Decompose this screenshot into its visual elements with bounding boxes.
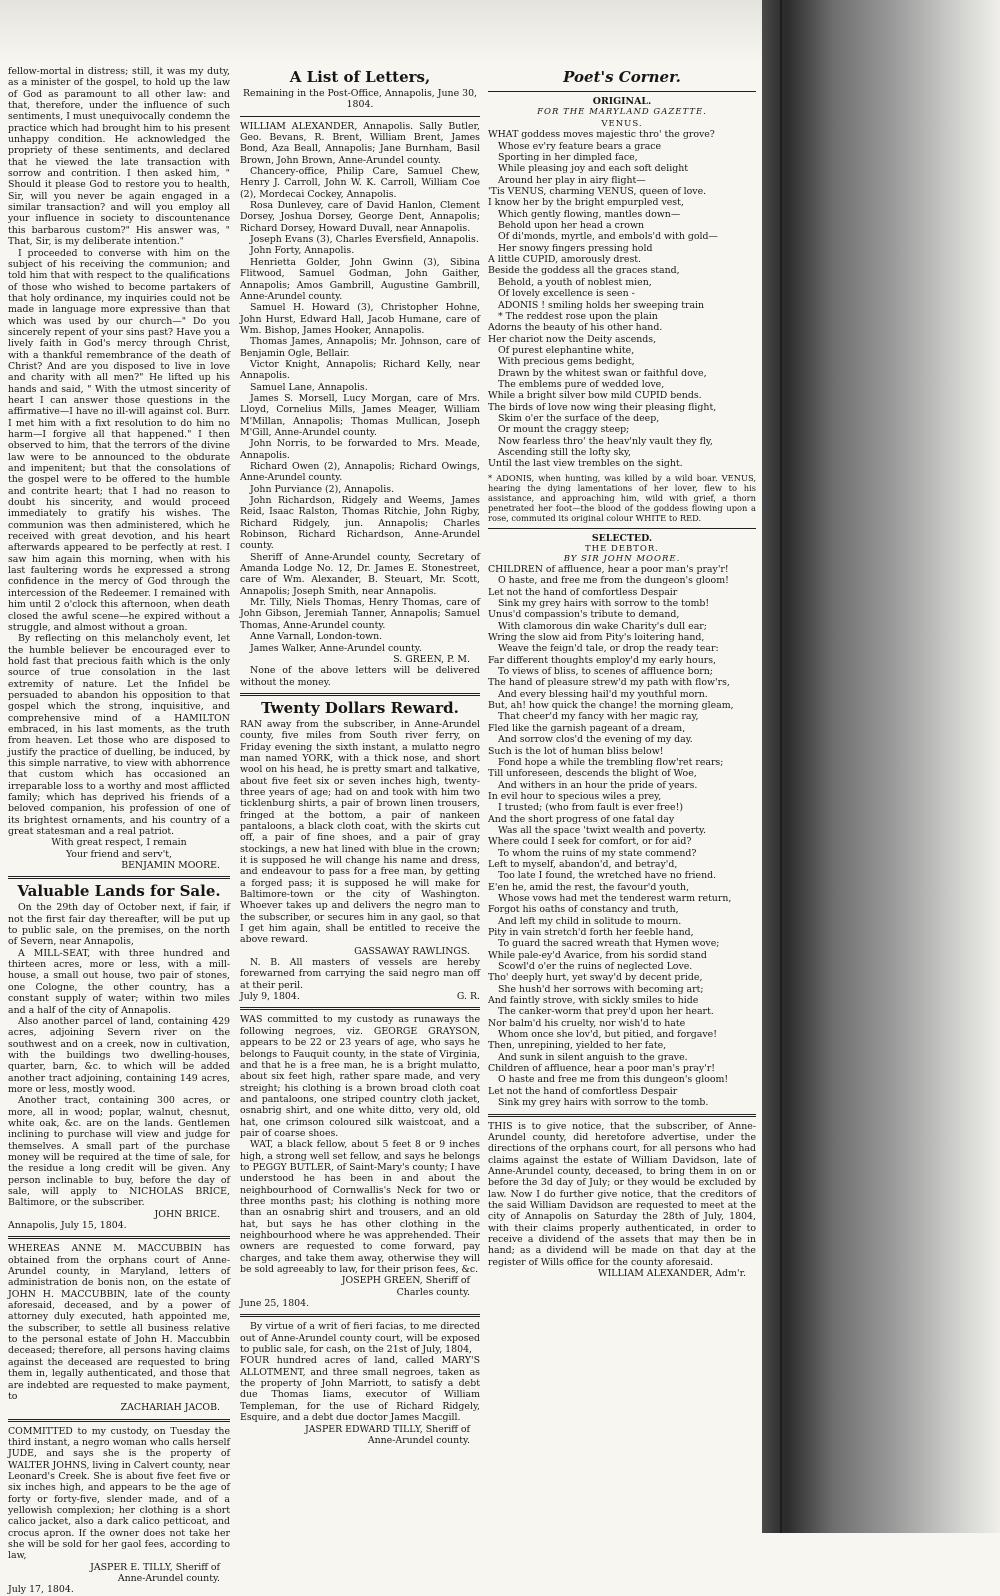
verse-line: Far different thoughts employ'd my early hours, (488, 654, 717, 666)
letters-entry: John Norris, to be forwarded to Mrs. Meade, Annapolis. (240, 438, 480, 461)
verse-line: A little CUPID, amorously drest. (488, 254, 641, 266)
divider (488, 528, 756, 529)
divider (240, 116, 480, 117)
debtor-title: THE DEBTOR. (585, 544, 659, 554)
verse-line: And left my child in solitude to mourn. (498, 915, 682, 927)
verse-line: Forgot his oaths of constancy and truth, (488, 904, 679, 916)
davidson-notice: THIS is to give notice, that the subscriber, of Anne-Arundel county, did heretofore advertise, under the directions of the orphans court, for all persons who had claims against the estate of William Davidson, late of Anne-Arundel county, deceased, to bring them in on or before the 3d day of July; or they would be excluded by law. Now I do further give notice, that the creditors of the said William Davidson are requested to meet at the city of Annapolis on Saturday the 28th of July, 1804, with their claims properly authenticated, in order to receive a dividend of the assets that may then be in hand; as a dividend will be made on that day at the register of Wills office for the county aforesaid. (488, 1120, 756, 1268)
wat-notice: WAT, a black fellow, about 5 feet 8 or 9 inches high, a strong well set fellow, and says he belongs to PEGGY BUTLER, of Saint-Mary's county; I have understood he has been in and about the neighbourhood of Cornwallis's Neck for two or three months past; his clothing is nothing more than an osnabrig shirt and trousers, and an old hat, but says he has other clothing in the neighbourhood where he was apprehended. Their owners are requested to come forward, pay charges, and take them away, otherwise they will be sold agreeably to law, for their prison fees, &c. (240, 1139, 480, 1276)
verse-line: With precious gems bedight, (498, 356, 635, 368)
letters-entry: Mr. Tilly, Niels Thomas, Henry Thomas, care of John Gibson, Jeremiah Tanner, Annapolis; Samuel Thomas, Anne-Arundel county. (240, 597, 480, 631)
maccubbin-signature: ZACHARIAH JACOB. (120, 1402, 220, 1414)
verse-line: Left to myself, abandon'd, and betray'd, (488, 858, 678, 870)
verse-line: That cheer'd my fancy with her magic ray, (498, 711, 699, 723)
verse-line: Wring the slow aid from Pity's loitering hand, (488, 632, 705, 644)
verse-line: Children of affluence, hear a poor man's pray'r! (488, 1063, 716, 1075)
verse-line: O haste, and free me from the dungeon's gloom! (498, 575, 729, 587)
verse-line: Of di'monds, myrtle, and embols'd with gold— (498, 231, 718, 243)
letter-paragraph: By reflecting on this melancholy event, let the humble believer be encouraged ever to hold fast that precious faith which is the only source of true consolation in the last extremity of nature. Let the Infidel be persuaded to abandon his opposition to that gospel which the strong, inquisitive, and comprehensive mind of a HAMILTON embraced, in his last moments, as the truth from heaven. Let those who are disposed to justify the practice of duelling, be induced, by this simple narrative, to view with abhorrence that custom which has occasioned an irreparable loss to a worthy and most afflicted family; which has deprived his friends of a beloved companion, his profession of one of its brightest ornaments, and his country of a great statesman and a real patriot. (8, 633, 230, 838)
letters-entry: WILLIAM ALEXANDER, Annapolis. Sally Butler, Geo. Bevans, R. Brent, William Brent, James Bond, Aza Beall, Annapolis; Jane Burnham, Basil Brown, John Brown, Anne-Arundel county. (240, 120, 480, 166)
lands-signature: JOHN BRICE. (154, 1208, 220, 1220)
letters-entry: James S. Morsell, Lucy Morgan, care of Mrs. Lloyd, Cornelius Mills, James Meager, William M'Millan, Annapolis; Thomas Mullican, Joseph M'Gill, Anne-Arundel county. (240, 392, 480, 438)
verse-line: Sink my grey hairs with sorrow to the tomb! (498, 598, 710, 610)
verse-line: To views of bliss, to scenes of affluence born; (498, 666, 713, 678)
verse-line: While a bright silver bow mild CUPID bends. (488, 390, 702, 402)
letter-close: With great respect, I remain (51, 837, 187, 849)
verse-line: Skim o'er the surface of the deep, (498, 412, 660, 424)
verse-line: Whose vows had met the tenderest warm return, (498, 892, 732, 904)
letters-entry: Henrietta Golder, John Gwinn (3), Sibina Flitwood, Samuel Godman, John Gaither, Annapolis; Amos Gambrill, Augustine Gambrill, Anne-Arundel county. (240, 256, 480, 302)
reward-date: July 9, 1804. (240, 991, 300, 1003)
maccubbin-notice: WHEREAS ANNE M. MACCUBBIN has obtained from the orphans court of Anne-Arundel county, in Maryland, letters of administration de bonis non, on the estate of JOHN H. MACCUBBIN, late of the county aforesaid, deceased, and by a power of attorney duly executed, hath appointed me, the subscriber, to settle all business relative to the personal estate of John H. Maccubbin deceased; therefore, all persons having claims against the deceased are requested to bring them in, legally authenticated, and those that are indebted are requested to make payment, to (8, 1243, 230, 1402)
writ-signature: JASPER EDWARD TILLY, Sheriff of (305, 1423, 470, 1435)
verse-line: Which gently flowing, mantles down— (498, 208, 681, 220)
lands-heading: Valuable Lands for Sale. (17, 882, 221, 901)
letter-close-2: Your friend and serv't, (65, 848, 173, 860)
verse-line: And withers in an hour the pride of years. (498, 779, 698, 791)
letters-subtitle: Remaining in the Post-Office, Annapolis, June 30, 1804. (242, 88, 478, 111)
grayson-signature-2: Charles county. (396, 1286, 470, 1298)
verse-line: CHILDREN of affluence, hear a poor man's pray'r! (488, 564, 729, 575)
verse-line: Weave the feign'd tale, or drop the ready tear: (498, 643, 719, 655)
letters-entry: Victor Knight, Annapolis; Richard Kelly, near Annapolis. (240, 358, 480, 382)
letter-signature: BENJAMIN MOORE. (121, 860, 220, 872)
reward-footer (240, 991, 480, 1002)
for-gazette-label: FOR THE MARYLAND GAZETTE. (537, 107, 707, 118)
divider (240, 693, 480, 696)
verse-line: Behold, a youth of noblest mien, (498, 276, 652, 288)
lands-paragraph: Another tract, containing 300 acres, or more, all in wood; poplar, walnut, chesnut, white oak, &c. are on the lands. Gentlemen inclining to purchase will view and judge for themselves. A small part of the purchase money will be required at the time of sale, for the residue a long credit will be given. Any person inclinable to buy, before the day of sale, will apply to NICHOLAS BRICE, Baltimore, or the subscriber. (8, 1095, 230, 1209)
verse-line: To whom the ruins of my state commend? (498, 847, 697, 859)
verse-line: Around her play in airy flight— (498, 174, 646, 186)
debtor-byline: BY SIR JOHN MOORE. (563, 554, 681, 564)
verse-line: While pale-ey'd Avarice, from his sordid stand (488, 949, 707, 961)
verse-line: WHAT goddess moves majestic thro' the grove? (488, 129, 715, 141)
verse-line: Now fearless thro' the heav'nly vault they fly, (498, 435, 713, 447)
letters-entry: Thomas James, Annapolis; Mr. Johnson, care of Benjamin Ogle, Bellair. (240, 336, 480, 359)
verse-line: The emblems pure of wedded love, (498, 378, 665, 390)
verse-line: Scowl'd o'er the ruins of neglected Love. (498, 961, 693, 973)
letters-entry: James Walker, Anne-Arundel county. (250, 642, 422, 654)
verse-line: Such is the lot of human bliss below! (488, 745, 664, 757)
letter-paragraph: I proceeded to converse with him on the subject of his receiving the communion; and told him that with respect to the qualifications of those who wished to become partakers of that holy ordinance, my inquiries could not be made in language more expressive than that which was used by our church—" Do you sincerely repent of your sins past? Have you a lively faith in God's mercy through Christ, with a thankful remembrance of the death of Christ? And are you disposed to live in love and charity with all men?" He lifted up his hands and said, " With the utmost sincerity of heart I can answer those questions in the affirmative—I have no ill-will against col. Burr. I met him with a fixt resolution to do him no harm—I forgive all that happened." I then observed to him, that the terrors of the divine law were to be announced to the obdurate and impenitent; but that the consolations of the gospel were to be offered to the humble and contrite heart; that I had no reason to doubt his sincerity, and would proceed immediately to gratify his wishes. The communion was then administered, which he received with great devotion, and his heart afterwards appeared to be perfectly at rest. I saw him again this morning, when with his last faultering words he expressed a strong confidence in the mercy of God through the intercession of the Redeemer. I remained with him until 2 o'clock this afternoon, when death closed the awful scene—he expired without a struggle, and almost without a groan. (8, 247, 230, 633)
verse-line: Beside the goddess all the graces stand, (488, 265, 680, 277)
divider (240, 1314, 480, 1317)
verse-line: Her chariot now the Deity ascends, (488, 333, 657, 345)
grayson-date: June 25, 1804. (240, 1298, 310, 1310)
committed-signature: JASPER E. TILLY, Sheriff of (90, 1561, 220, 1573)
lands-paragraph: On the 29th day of October next, if fair, if not the first fair day thereafter, will be put up to public sale, on the premises, on the north of Severn, near Annapolis, (8, 902, 230, 948)
committed-notice: COMMITTED to my custody, on Tuesday the third instant, a negro woman who calls herself JUDE, and says she is the property of WALTER JOHNS, living in Calvert county, near Leonard's Creek. She is about five feet five or six inches high, and appears to be the age of forty or forty-five, slender made, and of a yellowish complexion; her clothing is a short calico jacket, also a dark calico petticoat, and crocus apron. If the owner does not take her she will be sold for her gaol fees, according to law, (8, 1425, 230, 1562)
verse-line: Fond hope a while the trembling flow'ret rears; (498, 756, 724, 768)
reward-notice: RAN away from the subscriber, in Anne-Arundel county, five miles from South river ferry, on Friday evening the sixth instant, a mulatto negro man named YORK, with a thick nose, and short wool on his head, he is pretty smart and talkative, about five feet six or seven inches high, twenty-three years of age; had on and took with him two ticklenburg shirts, a pair of brown linen trousers, fringed at the bottom, a pair of nankeen pantaloons, a black cloth coat, with the skirts cut off, a pair of fine shoes, and a pair of gray stockings, a new hat lined with blue in the crown; it is supposed he will change his name and dress, and endeavour to pass for a free man, by getting a forged pass; it is supposed he will make for Baltimore-town or the city of Washington. Whoever takes up and delivers the negro man to the subscriber, or secures him in any gaol, so that I get him again, shall be entitled to receive the above reward. (240, 718, 480, 946)
verse-line: Until the last view trembles on the sight. (488, 458, 683, 470)
verse-line: Of purest elephantine white, (498, 344, 635, 356)
verse-line: Whose ev'ry feature bears a grace (498, 140, 662, 152)
venus-footnote: * ADONIS, when hunting, was killed by a wild boar. VENUS, hearing the dying lamentations of her lover, flew to his assistance, and approaching him, wild with grief, a thorn penetrated her foot—the blood of the goddess flowing upon a rose, commuted its original colour WHITE to RED. (488, 472, 756, 523)
verse-line: And every blessing hail'd my youthful morn. (498, 688, 708, 700)
selected-label: SELECTED. (591, 532, 653, 544)
verse-line: But, ah! how quick the change! the morning gleam, (488, 700, 734, 712)
verse-line: The canker-worm that prey'd upon her heart. (498, 1006, 714, 1018)
letters-entry: John Richardson, Ridgely and Weems, James Reid, Isaac Ralston, Thomas Ritchie, John Rigby, Richard Ridgely, jun. Annapolis; Charles Robinson, Richard Richardson, Anne-Arundel county. (240, 495, 480, 552)
verse-line: In evil hour to specious wiles a prey, (488, 790, 662, 802)
verse-line: Let not the hand of comfortless Despair (488, 1085, 678, 1097)
letter-paragraph: fellow-mortal in distress; still, it was my duty, as a minister of the gospel, to hold up the law of God as paramount to all other law: and that, therefore, under the influence of such sentiments, I must unequivocally condemn the practice which had brought him to his present unhappy condition. He acknowledged the propriety of these sentiments, and declared that he viewed the late transaction with sorrow and contrition. I then asked him, " Should it please God to restore you to health, Sir, will you never be again engaged in a similar transaction? and will you employ all your influence in society to discountenance this barbarous custom?" His answer was, " That, Sir, is my deliberate intention." (8, 66, 230, 248)
verse-line: Drawn by the whitest swan or faithful dove, (498, 367, 707, 379)
poets-corner-heading: Poet's Corner. (563, 68, 681, 86)
letters-entry: Joseph Evans (3), Charles Eversfield, Annapolis. (250, 234, 479, 246)
letters-entry: Samuel Lane, Annapolis. (250, 381, 368, 393)
divider (8, 1236, 230, 1239)
verse-line: Of lovely excellence is seen - (498, 288, 635, 300)
verse-line: Or mount the craggy steep; (498, 424, 630, 436)
verse-line: Then, unrepining, yielded to her fate, (488, 1040, 667, 1052)
lands-paragraph: A MILL-SEAT, with three hundred and thirteen acres, more or less, with a mill-house, a small out house, two pair of stones, one Cologne, the other country, has a constant supply of water; within two miles and a half of the city of Annapolis. (8, 947, 230, 1016)
original-label: ORIGINAL. (592, 96, 652, 107)
davidson-signature: WILLIAM ALEXANDER, Adm'r. (597, 1267, 746, 1279)
letters-note: None of the above letters will be delivered without the money. (240, 665, 480, 688)
committed-signature-2: Anne-Arundel county. (117, 1573, 220, 1584)
letters-entry: John Purviance (2), Annapolis. (250, 483, 395, 495)
lands-date: Annapolis, July 15, 1804. (8, 1220, 127, 1232)
verse-line: O haste and free me from this dungeon's gloom! (498, 1074, 729, 1086)
verse-line: Where could I seek for comfort, or for aid? (488, 836, 692, 848)
verse-line: Till unforeseen, descends the blight of Woe, (488, 768, 697, 780)
verse-line: And the short progress of one fatal day (488, 813, 675, 825)
reward-nb: N. B. All masters of vessels are hereby forewarned from carrying the said negro man off at their peril. (240, 957, 480, 991)
grayson-notice: WAS committed to my custody as runaways the following negroes, viz. GEORGE GRAYSON, appears to be 22 or 23 years of age, who says he belongs to Fauquit county, in the state of Virginia, and that he is a free man, he is a bright mulatto, about six feet high, rather spare made, and very streight; his clothing is a brown broad cloth coat and pantaloons, one striped country cloth jacket, osnabrig shirt, and one white ditto, very old, old hat, one crimson coloured silk waistcoat, and a pair of coarse shoes. (240, 1014, 480, 1139)
verse-line: I trusted; (who from fault is ever free!) (498, 802, 684, 814)
reward-heading: Twenty Dollars Reward. (261, 698, 459, 717)
verse-line: Unus'd compassion's tribute to demand, (488, 609, 680, 621)
verse-line: 'Tis VENUS, charming VENUS, queen of love. (488, 186, 707, 198)
divider (8, 876, 230, 879)
grayson-signature: JOSEPH GREEN, Sheriff of (341, 1275, 470, 1287)
verse-line: And faintly strove, with sickly smiles to hide (488, 995, 699, 1007)
debtor-poem (488, 564, 756, 1109)
verse-line: Fled like the garnish pageant of a dream, (488, 722, 686, 734)
verse-line: Pity in vain stretch'd forth her feeble hand, (488, 927, 694, 938)
verse-line: Nor balm'd his cruelty, nor wish'd to hate (488, 1017, 686, 1029)
letters-entry: Anne Varnall, London-town. (250, 631, 383, 643)
venus-title: VENUS. (601, 119, 643, 130)
letters-title: A List of Letters, (289, 68, 431, 86)
verse-line: Whom once she lov'd, but pitied, and forgave! (498, 1029, 717, 1041)
reward-signature: GASSAWAY RAWLINGS. (354, 945, 470, 957)
divider (8, 1419, 230, 1422)
verse-line: Tho' deeply hurt, yet sway'd by decent pride, (488, 972, 703, 984)
column-left (8, 66, 230, 1596)
venus-poem (488, 129, 756, 469)
divider (488, 91, 756, 92)
writ-signature-2: Anne-Arundel county. (367, 1434, 470, 1446)
verse-line: Her snowy fingers pressing hold (498, 242, 653, 254)
verse-line: To guard the sacred wreath that Hymen wove; (498, 938, 720, 950)
reward-initials: G. R. (456, 991, 480, 1003)
verse-line: She hush'd her sorrows with becoming art; (498, 983, 704, 995)
verse-line: * The reddest rose upon the plain (498, 310, 658, 322)
verse-line: While pleasing joy and each soft delight (498, 163, 689, 175)
verse-line: With clamorous din wake Charity's dull ear; (498, 620, 707, 632)
verse-line: E'en he, amid the rest, the favour'd youth, (488, 881, 690, 893)
writ-notice-2: FOUR hundred acres of land, called MARY'S ALLOTMENT, and three small negroes, taken as the property of John Marriott, to satisfy a debt due Thomas Iiams, executor of William Templeman, for the use of Richard Ridgely, Esquire, and a debt due doctor James Macgill. (240, 1355, 480, 1424)
book-spine (762, 0, 1000, 1533)
letters-entry: Chancery-office, Philip Care, Samuel Chew, Henry J. Carroll, John W. K. Carroll, William Coe (2), Mordecai Cockey, Annapolis. (240, 166, 480, 200)
divider (240, 1007, 480, 1010)
verse-line: Was all the space 'twixt wealth and poverty. (498, 824, 707, 836)
writ-notice: By virtue of a writ of fieri facias, to me directed out of Anne-Arundel county court, will be exposed to public sale, for cash, on the 21st of July, 1804, (240, 1321, 480, 1356)
committed-date: July 17, 1804. (8, 1584, 74, 1596)
verse-line: The birds of love now wing their pleasing flight, (488, 401, 717, 413)
column-middle (240, 66, 480, 1506)
verse-line: Behold upon her head a crown (498, 220, 645, 232)
verse-line: ADONIS ! smiling holds her sweeping train (498, 299, 705, 311)
verse-line: Sink my grey hairs with sorrow to the tomb. (498, 1097, 709, 1109)
letters-entry: Sheriff of Anne-Arundel county, Secretary of Amanda Lodge No. 12, Dr. James E. Stonestreet, care of Wm. Alexander, B. Steuart, Mr. Scott, Annapolis; Joseph Smith, near Annapolis. (240, 551, 480, 597)
letters-entry: John Forty, Annapolis. (250, 245, 355, 257)
verse-line: Sporting in her dimpled face, (498, 152, 638, 164)
letters-entry: Richard Owen (2), Annapolis; Richard Owings, Anne-Arundel county. (240, 461, 480, 484)
verse-line: And sunk in silent anguish to the grave. (498, 1051, 688, 1063)
verse-line: Too late I found, the wretched have no friend. (498, 870, 717, 882)
verse-line: Ascending still the lofty sky, (498, 446, 632, 458)
verse-line: The hand of pleasure strew'd my path with flow'rs, (488, 677, 730, 689)
divider (488, 1114, 756, 1117)
column-right (488, 66, 756, 1506)
verse-line: I know her by the bright empurpled vest, (488, 197, 684, 209)
letters-entry: Samuel H. Howard (3), Christopher Hohne, John Hurst, Edward Hall, Jacob Humane, care of Wm. Bishop, James Hooker, Annapolis. (240, 302, 480, 336)
verse-line: Let not the hand of comfortless Despair (488, 586, 678, 598)
lands-paragraph: Also another parcel of land, containing 429 acres, adjoining Severn river on the southwest and on a creek, now in cultivation, with the buildings two dwelling-houses, quarter, barn, &c. to which will be added another tract adjoining, containing 149 acres, more or less, mostly wood. (8, 1015, 230, 1095)
letters-entry: Rosa Dunlevey, care of David Hanlon, Clement Dorsey, Joshua Dorsey, George Dent, Annapolis; Richard Dorsey, Howard Duvall, near Annapolis. (240, 200, 480, 234)
verse-line: Adorns the beauty of his other hand. (488, 322, 663, 334)
letters-signature: S. GREEN, P. M. (393, 653, 470, 665)
verse-line: And sorrow clos'd the evening of my day. (498, 734, 693, 746)
